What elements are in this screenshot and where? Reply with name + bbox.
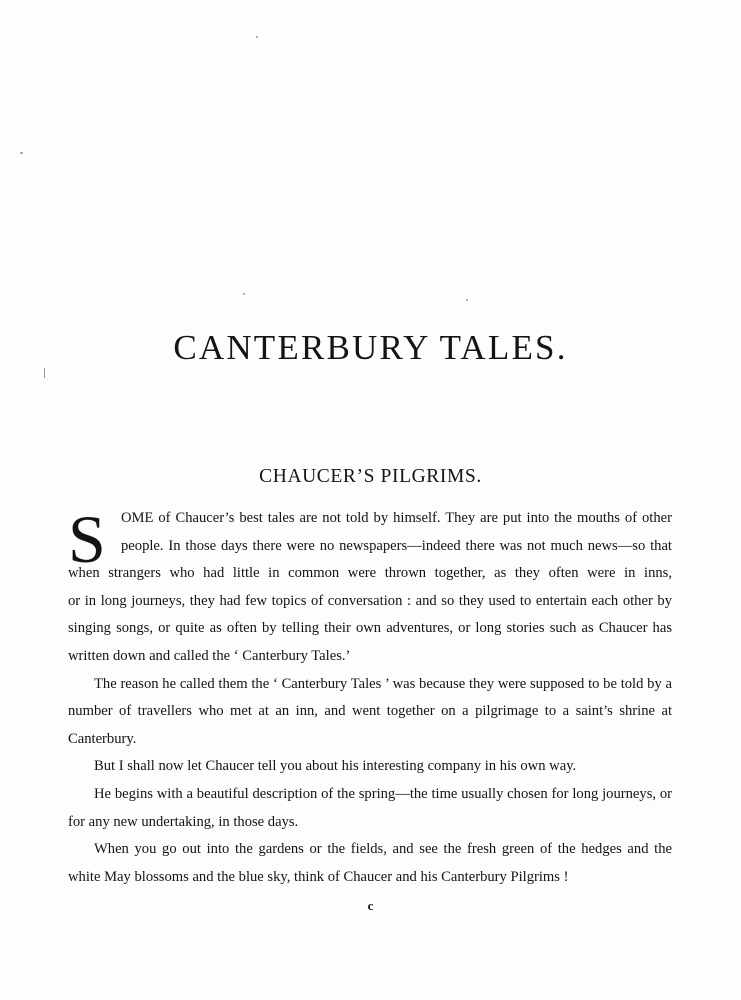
text-line: people. In those days there were no newspapers—indeed there was not much news—so that (121, 537, 672, 554)
book-title: CANTERBURY TALES. (173, 328, 568, 367)
text-line: When you go out into the gardens or the fields, and see the fresh green of the hedges and the (94, 841, 672, 858)
text-line: The reason he called them the ‘ Canterbury Tales ’ was because they were supposed to be told by a (94, 675, 672, 692)
section-title: CHAUCER’S PILGRIMS. (259, 466, 482, 487)
text-line: He begins with a beautiful description of the spring—the time usually chosen for long journeys, or (94, 785, 672, 802)
ink-speck (20, 152, 23, 154)
text-line: Canterbury. (68, 730, 137, 747)
text-line: singing songs, or quite as often by telling their own adventures, or long stories such as Chaucer has (68, 620, 672, 637)
ink-speck (466, 299, 468, 301)
ink-speck (243, 293, 245, 295)
text-line: or in long journeys, they had few topics of conversation : and so they used to entertain each other by (68, 592, 672, 609)
drop-cap: S (68, 501, 106, 577)
body-text (68, 501, 672, 891)
ink-speck (256, 36, 258, 38)
text-line: when strangers who had little in common were thrown together, as they often were in inns, (68, 565, 672, 582)
text-line: But I shall now let Chaucer tell you about his interesting company in his own way. (94, 758, 577, 775)
text-line: OME of Chaucer’s best tales are not told by himself. They are put into the mouths of other (121, 510, 672, 526)
page-signature: c (367, 898, 374, 913)
ink-speck (44, 368, 45, 378)
text-line: number of travellers who met at an inn, and went together on a pilgrimage to a saint’s shrine at (68, 703, 672, 720)
text-line: for any new undertaking, in those days. (68, 813, 299, 830)
text-line: written down and called the ‘ Canterbury Tales.’ (68, 647, 351, 664)
text-line: white May blossoms and the blue sky, think of Chaucer and his Canterbury Pilgrims ! (68, 868, 569, 885)
